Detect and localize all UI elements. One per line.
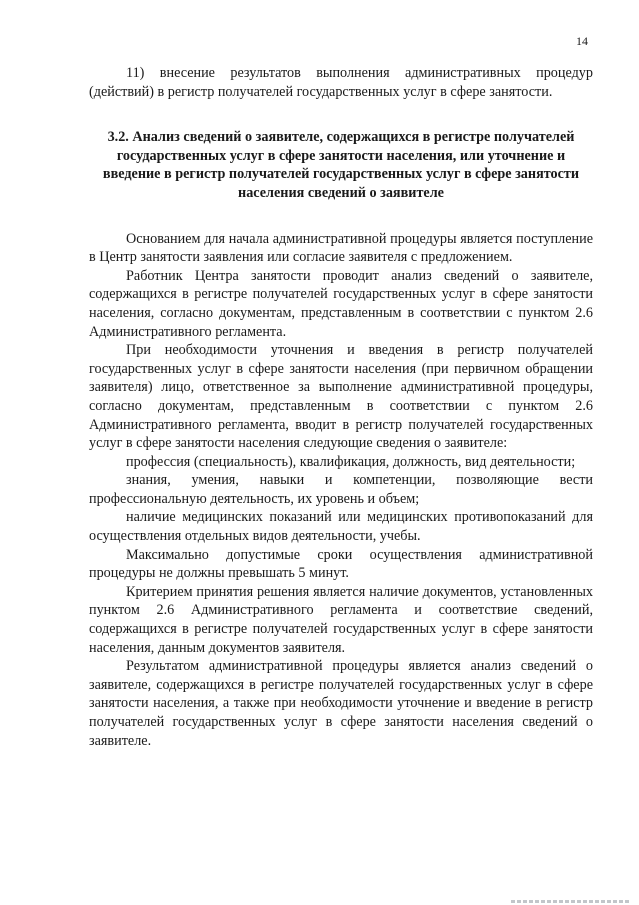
- footer-scan-mark: [511, 900, 629, 903]
- page-number: 14: [576, 34, 588, 48]
- intro-list-item: 11) внесение результатов выполнения административных процедур (действий) в регистр получателей государственных услуг в сфере занятости.: [89, 65, 593, 100]
- paragraph-medical: наличие медицинских показаний или медицинских противопоказаний для осуществления отдельных видов деятельности, учебы.: [89, 509, 593, 545]
- paragraph-deadline: Максимально допустимые сроки осуществления административной процедуры не должны превышать 5 минут.: [89, 546, 593, 582]
- paragraph-basis: Основанием для начала административной процедуры является поступление в Центр занятости заявления или согласие заявителя с предложением.: [89, 230, 593, 266]
- section-heading: 3.2. Анализ сведений о заявителе, содержащихся в регистре получателей государственных услуг в сфере занятости населения, или уточнение и введение в регистр получателей государственных услуг в сфере занятости населения сведений о заявителе: [102, 129, 580, 201]
- paragraph-register-entry: При необходимости уточнения и введения в регистр получателей государственных услуг в сфере занятости населения (при первичном обращении заявителя) лицо, ответственное за выполнение административной процедуры, согласно документам, представленным в соответствии с пунктом 2.6 Административного регламента, вводит в регистр получателей государственных услуг в сфере занятости населения следующие сведения о заявителе:: [89, 342, 593, 452]
- paragraph-skills: знания, умения, навыки и компетенции, позволяющие вести профессиональную деятельность, их уровень и объем;: [89, 472, 593, 507]
- page-content: [89, 64, 593, 750]
- paragraph-criterion: Критерием принятия решения является наличие документов, установленных пунктом 2.6 Административного регламента и соответствие сведений, содержащихся в регистре получателей государственных услуг в сфере занятости населения, данным документов заявителя.: [89, 583, 593, 656]
- paragraph-profession: профессия (специальность), квалификация, должность, вид деятельности;: [126, 453, 576, 470]
- paragraph-result: Результатом административной процедуры является анализ сведений о заявителе, содержащихся в регистре получателей государственных услуг в сфере занятости населения, а также при необходимости уточнение и введение в регистр получателей государственных услуг в сфере занятости населения сведений о заявителе.: [89, 658, 593, 749]
- paragraph-analysis: Работник Центра занятости проводит анализ сведений о заявителе, содержащихся в регистре получателей государственных услуг в сфере занятости населения, согласно документам, представленным в соответствии с пунктом 2.6 Административного регламента.: [89, 267, 593, 340]
